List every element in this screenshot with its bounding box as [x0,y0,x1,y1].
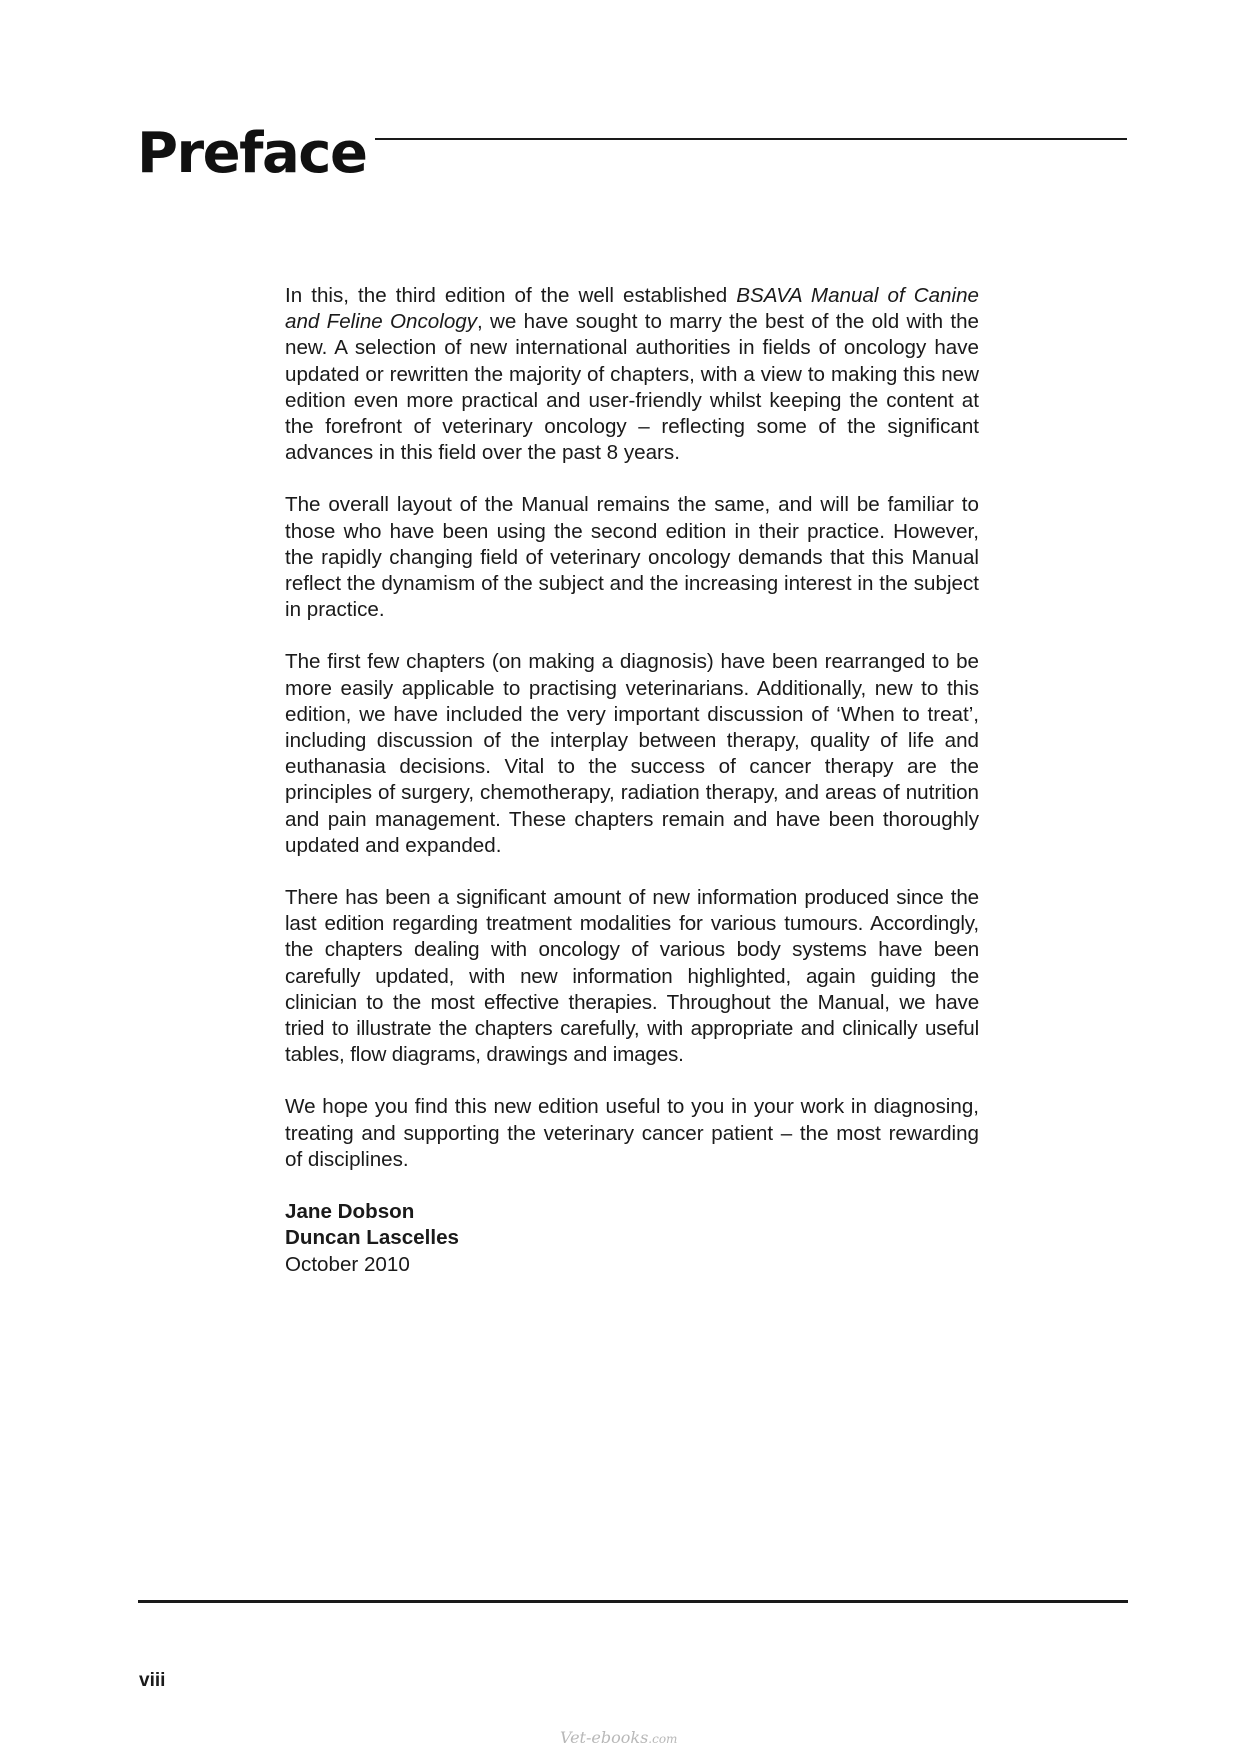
paragraph-2: The overall layout of the Manual remains the same, and will be familiar to those who have been using the second edition in their practice. However, the rapidly changing field of veterinary oncology demands that this Manual reflect the dynamism of the subject and the increasing interest in the subject in practice. [285,493,979,622]
author-name: Jane Dobson [285,1200,415,1224]
preface-body [285,283,979,1278]
paragraph-3: The first few chapters (on making a diagnosis) have been rearranged to be more easily applicable to practising veterinarians. Additionally, new to this edition, we have included the very important discussion of ‘When to treat’, including discussion of the interplay between therapy, quality of life and euthanasia decisions. Vital to the success of cancer therapy are the principles of surgery, chemotherapy, radiation therapy, and areas of nutrition and pain management. These chapters remain and have been thoroughly updated and expanded. [285,650,979,857]
watermark-text: Vet-ebooks [560,1728,649,1747]
signature-date: October 2010 [285,1252,410,1276]
paragraph-1 [285,283,979,466]
paragraph-1-rest: , we have sought to marry the best of the old with the new. A selection of new international authorities in fields of oncology have updated or rewritten the majority of chapters, with a view to making this new edition even more practical and user-friendly whilst keeping the content at the forefront of veterinary oncology – reflecting some of the significant advances in this field over the past 8 years. [285,310,979,465]
watermark-suffix: .com [648,1732,678,1746]
watermark [560,1728,677,1747]
signature-block [285,1199,979,1278]
paragraph-4: There has been a significant amount of new information produced since the last edition regarding treatment modalities for various tumours. Accordingly, the chapters dealing with oncology of various body systems have been carefully updated, with new information highlighted, again guiding the clinician to the most effective therapies. Throughout the Manual, we have tried to illustrate the chapters carefully, with appropriate and clinically useful tables, flow diagrams, drawings and images. [285,886,979,1067]
paragraph-1-lead: In this, the third edition of the well established [285,284,737,307]
footer-rule [138,1600,1128,1603]
title-rule [375,138,1127,140]
page-title: Preface [137,121,367,186]
page-header [137,118,1127,198]
paragraph-5: We hope you find this new edition useful to you in your work in diagnosing, treating and supporting the veterinary cancer patient – the most rewarding of disciplines. [285,1095,979,1171]
author-name: Duncan Lascelles [285,1226,459,1250]
page-number: viii [139,1670,166,1691]
book-title: BSAVA Manual of Canine and Feline Oncology [285,284,979,334]
